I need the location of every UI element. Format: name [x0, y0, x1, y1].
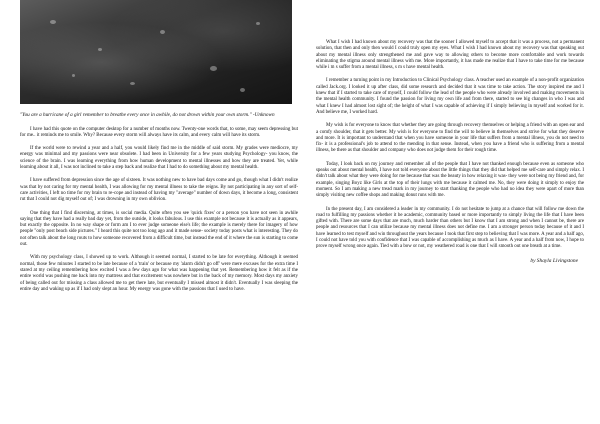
left-paragraph-2: If the world were to rewind a year and a half, you would likely find me in the middle of said storm. My grades were mediocre, my energy was minimal and my passions were near obsolete. I had been in University for a few years studying Psychology- you know, the science of the brain. I was learning everything from how human development to mental illnesses and how they are treated. Yet, while learning about it all, I was not inclined to take a step back and realize that I had to do something about my mental health.: [20, 146, 298, 171]
left-paragraph-3: I have suffered from depression since the age of sixteen. It was nothing new to have bad days come and go, though what I didn't realize was that by not caring for my mental health, I was allowing for my mental illness to take the reigns. By not participating in any sort of self-care activities, I left no time for my brain to re-cope and instead of having my "average" number of down days, it become a long, consistent rut that I could not dig myself out of; I was drowning in my own oblivion.: [20, 178, 298, 203]
right-column: [316, 40, 584, 264]
right-paragraph-1: What I wish I had known about my recovery was that the sooner I allowed myself to accept that it was a process, not a permanent solution, that then and only then would I could truly open my eyes. What I wish I had known about my recovery was that speaking out about my mental illness only strengthened me and gave way to allowing others to become more comfortable and work towards eliminating the stigma around mental illness with me. More importantly, it has made me realize that I have to take time for me because while i m s suffer from a mental illness, s m s have mental health.: [316, 40, 584, 71]
right-paragraph-2: I remember a turning point in my Introduction to Clinical Psychology class. A teacher used an example of a non-profit organization called Jack.org. I looked it up after class, did some research and decided that it was time to take action. The story inspired me and I knew that if I started to take care of myself, I could follow the lead of the people who were already involved and making movements in the mental health community. I found the passion for living my own life and from there, started to see big changes in who I was and what I knew I had almost lost sight of; the height of what I was capable of achieving if I simply believing in myself and worked for it. And believe me, I worked hard.: [316, 78, 584, 115]
left-paragraph-5: With my psychology class, I showed up to work. Although it seemed normal, I started to be late for everything. Although it seemed normal, those few minutes I started to be late because of a 'train' or because my 'alarm didn't go off' were mere excuses for the extra time I stared at my ceiling remembering how excited I was a few days ago for what was happening that yet. Remembering how it felt as if the entire world was pushing me back into my mattress and that excitement was nowhere but in the back of my memory. Most days my anxiety of being called out for missing a class allowed me to get there late, but eventually I missed almost it didn't. Eventually I was sleeping the entire day and waking up as if I had only slept an hour. My energy was gone with the passions that I used to have.: [20, 255, 298, 292]
left-column: [20, 112, 298, 300]
author-signature: by Shayla Livingstone: [530, 257, 578, 264]
left-paragraph-4: One thing that I find discerning, at times, is social media. Quite often you see 'quick fixes' or a person you have not seen in awhile saying that they have had a really bad day yet, from the outside, it looks fabulous. I use this example not because it is actually as it appears, but exactly the opposite. In no way shape or form am I to ever judge someone else's life; the example is merely there for imagery of how people "only post beach side pictures." I heard this quite not too long ago and it made sense- society today posts what is interesting. They do not often talk about the long routs to how someone recovered from a difficult time, but instead the end of it where the sun is starting to come out.: [20, 210, 298, 248]
left-paragraph-1: I have had this quote on the computer desktop for a number of months now. Twenty-one words that, to some, may seem depressing but for me.. it reminds me to smile. Why? Because every storm will always have its calm, and every calm will have its storm.: [20, 126, 298, 138]
right-paragraph-5: In the present day, I am considered a leader in my community. I do not hesitate to jump at a chance that will follow me down the road to fulfilling my passions whether it be academic, community based or more importantly to simply living the life that I have been gifted with. There are some days that are much, much harder than others but I know that I am strong and when I cannot be, there are people and resources that I can utilize because my mental illness does not define me. I am a stronger person today because of it and I have learned to test myself and win throughout the years because I took that first step to believing that I was more. A year and a half ago, I could not have told you with confidence that I was capable of accomplishing as much as I have. A year and a half from now, I hope to prove myself wrong once again. Tied with a bow or not, my weathered road is one that I will smooth out one breath at a time.: [316, 206, 584, 250]
right-paragraph-4: Today, I look back on my journey and remember all of the people that I have not thanked enough because even as someone who speaks out about mental health, I have not told everyone about the little things that they did that helped me self-care and simply relax. I didn't talk about what they were doing for me because that was the beauty in how relaxing it was- they were not being my friend and, for example, singing Boyz like Girls at the top of their lungs with me because it calmed me. No, they were doing it simply to enjoy the moment. So I am making a new tread mark in my journey to start thanking the people who had no idea they were apart of more than simply visiting new coffee shops and making donut runs with me.: [316, 161, 584, 199]
right-paragraph-3: My wish is for everyone to know that whether they are going through recovery themselves or helping a friend with an open ear and a comfy shoulder, that it gets better. My wish is for everyone to find the will to believe in themselves and strive for what they deserve and more. It is important to understand that when you have someone in your life that suffers from a mental illness, you do not need to fix- it is a professional's job to attend to the mending in that sense. Instead, when you have a friend who is suffering from a mental illness, be there as that shoulder and company who does not judge them for their rough time.: [316, 123, 584, 154]
storm-photo: [20, 0, 292, 104]
opening-quote: "You are a hurricane of a girl remember to breathe every once in awhile, do not drown within your own storm." -Unknown: [20, 112, 275, 118]
